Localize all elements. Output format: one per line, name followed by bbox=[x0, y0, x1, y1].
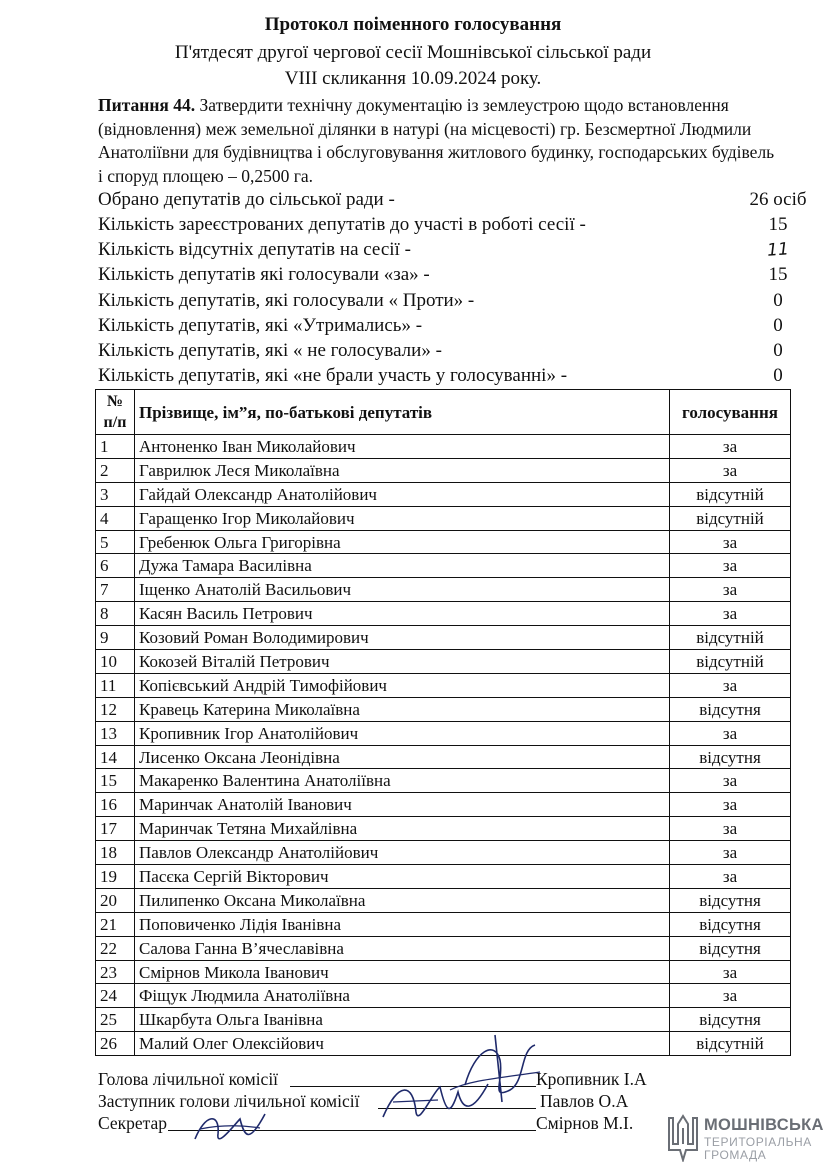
deputy-name: Макаренко Валентина Анатоліївна bbox=[135, 769, 670, 793]
deputy-name: Козовий Роман Володимирович bbox=[135, 626, 670, 650]
vote-result: відсутній bbox=[670, 1032, 791, 1056]
stat-label: Кількість депутатів, які «не брали участь у голосуванні» - bbox=[98, 365, 568, 386]
row-number: 1 bbox=[96, 435, 135, 459]
table-row bbox=[96, 865, 791, 889]
deputy-name: Маринчак Тетяна Михайлівна bbox=[135, 817, 670, 841]
table-body bbox=[96, 435, 791, 1056]
row-number: 8 bbox=[96, 602, 135, 626]
table-row bbox=[96, 530, 791, 554]
table-row bbox=[96, 650, 791, 674]
stat-row bbox=[98, 364, 798, 388]
vote-result: відсутній bbox=[670, 506, 791, 530]
table-row bbox=[96, 912, 791, 936]
vote-result: відсутня bbox=[670, 936, 791, 960]
community-logo bbox=[666, 1114, 824, 1164]
table-row bbox=[96, 435, 791, 459]
table-row bbox=[96, 841, 791, 865]
vote-result: за bbox=[670, 817, 791, 841]
signature-person: Кропивник І.А bbox=[536, 1069, 647, 1089]
row-number: 7 bbox=[96, 578, 135, 602]
signature-role: Заступник голови лічильної комісії bbox=[98, 1091, 360, 1111]
deputy-name: Шкарбута Ольга Іванівна bbox=[135, 1008, 670, 1032]
vote-result: за bbox=[670, 960, 791, 984]
row-number: 5 bbox=[96, 530, 135, 554]
row-number: 23 bbox=[96, 960, 135, 984]
stat-value: 0 bbox=[773, 340, 783, 361]
trident-icon bbox=[666, 1114, 700, 1162]
vote-result: за bbox=[670, 458, 791, 482]
row-number: 24 bbox=[96, 984, 135, 1008]
table-row bbox=[96, 697, 791, 721]
deputy-name: Пилипенко Оксана Миколаївна bbox=[135, 888, 670, 912]
table-row bbox=[96, 458, 791, 482]
table-row bbox=[96, 888, 791, 912]
row-number: 17 bbox=[96, 817, 135, 841]
stat-row bbox=[98, 263, 798, 287]
deputy-name: Дужа Тамара Василівна bbox=[135, 554, 670, 578]
session-subtitle: П'ятдесят другої чергової сесії Мошнівської сільської ради bbox=[174, 42, 652, 63]
vote-result: відсутній bbox=[670, 626, 791, 650]
stat-value: 0 bbox=[773, 290, 783, 311]
table-row bbox=[96, 1008, 791, 1032]
vote-result: за bbox=[670, 984, 791, 1008]
vote-result: відсутня bbox=[670, 697, 791, 721]
convocation-subtitle: VIII скликання 10.09.2024 року. bbox=[284, 68, 542, 89]
row-number: 15 bbox=[96, 769, 135, 793]
stat-row bbox=[98, 213, 798, 237]
deputy-name: Іщенко Анатолій Васильович bbox=[135, 578, 670, 602]
row-number: 10 bbox=[96, 650, 135, 674]
table-row bbox=[96, 745, 791, 769]
table-row bbox=[96, 554, 791, 578]
stat-label: Кількість депутатів, які « не голосували» - bbox=[98, 340, 442, 361]
logo-line-2: ТЕРИТОРІАЛЬНА bbox=[704, 1135, 812, 1149]
vote-result: за bbox=[670, 578, 791, 602]
table-row bbox=[96, 817, 791, 841]
agenda-question bbox=[98, 94, 778, 188]
deputy-name: Кропивник Ігор Анатолійович bbox=[135, 721, 670, 745]
row-number: 19 bbox=[96, 865, 135, 889]
table-header-row bbox=[96, 390, 791, 435]
row-number: 18 bbox=[96, 841, 135, 865]
table-row bbox=[96, 626, 791, 650]
row-number: 13 bbox=[96, 721, 135, 745]
question-text: Затвердити технічну документацію із землеустрою щодо встановлення (відновлення) меж земельної ділянки в натурі (на місцевості) гр. Безсмертної Людмили Анатоліївни для будівництва і обслуговування житлового будинку, господарських будівель і споруд площею – 0,2500 га. bbox=[98, 95, 775, 186]
stat-label: Кількість депутатів, які «Утримались» - bbox=[98, 315, 423, 336]
stat-row bbox=[98, 339, 798, 363]
row-number: 21 bbox=[96, 912, 135, 936]
deputy-name: Касян Василь Петрович bbox=[135, 602, 670, 626]
deputy-name: Фіщук Людмила Анатоліївна bbox=[135, 984, 670, 1008]
row-number: 14 bbox=[96, 745, 135, 769]
deputy-name: Пасєка Сергій Вікторович bbox=[135, 865, 670, 889]
stat-label: Кількість депутатів які голосували «за» - bbox=[98, 264, 430, 285]
signature-role: Секретар bbox=[98, 1113, 168, 1133]
row-number: 25 bbox=[96, 1008, 135, 1032]
stat-value: 0 bbox=[773, 365, 783, 386]
stat-value: 15 bbox=[768, 264, 788, 285]
signature-person: Смірнов М.І. bbox=[536, 1113, 634, 1133]
signature-role: Голова лічильної комісії bbox=[98, 1069, 279, 1089]
deputy-name: Гаращенко Ігор Миколайович bbox=[135, 506, 670, 530]
handwritten-stat-value: 11 bbox=[766, 239, 790, 261]
row-number: 12 bbox=[96, 697, 135, 721]
signature-person: Павлов О.А bbox=[540, 1091, 629, 1111]
vote-result: за bbox=[670, 721, 791, 745]
vote-result: за bbox=[670, 554, 791, 578]
vote-result: за bbox=[670, 769, 791, 793]
name-column-header: Прізвище, ім”я, по-батькові депутатів bbox=[135, 390, 670, 435]
vote-result: відсутня bbox=[670, 745, 791, 769]
row-number: 26 bbox=[96, 1032, 135, 1056]
row-number: 4 bbox=[96, 506, 135, 530]
vote-result: відсутня bbox=[670, 888, 791, 912]
row-number: 3 bbox=[96, 482, 135, 506]
row-number: 16 bbox=[96, 793, 135, 817]
row-number: 11 bbox=[96, 673, 135, 697]
stat-value: 0 bbox=[773, 315, 783, 336]
deputy-name: Копієвський Андрій Тимофійович bbox=[135, 673, 670, 697]
stat-value: 26 осіб bbox=[749, 189, 807, 210]
question-number: Питання 44. bbox=[98, 95, 196, 115]
table-row bbox=[96, 673, 791, 697]
table-row bbox=[96, 936, 791, 960]
deputy-name: Смірнов Микола Іванович bbox=[135, 960, 670, 984]
stat-row bbox=[98, 314, 798, 338]
vote-result: за bbox=[670, 435, 791, 459]
vote-result: за bbox=[670, 673, 791, 697]
logo-line-1: МОШНІВСЬКА bbox=[704, 1116, 824, 1134]
stat-label: Обрано депутатів до сільської ради - bbox=[98, 189, 395, 210]
vote-result: за bbox=[670, 793, 791, 817]
table-row bbox=[96, 506, 791, 530]
document-title: Протокол поіменного голосування bbox=[264, 14, 562, 35]
row-number: 20 bbox=[96, 888, 135, 912]
deputy-name: Гребенюк Ольга Григорівна bbox=[135, 530, 670, 554]
row-number: 9 bbox=[96, 626, 135, 650]
deputy-signature bbox=[378, 1072, 498, 1132]
deputy-name: Лисенко Оксана Леонідівна bbox=[135, 745, 670, 769]
secretary-signature bbox=[190, 1104, 270, 1154]
deputy-name: Кравець Катерина Миколаївна bbox=[135, 697, 670, 721]
roll-call-table bbox=[95, 389, 791, 1056]
table-row bbox=[96, 578, 791, 602]
table-row bbox=[96, 793, 791, 817]
number-column-header: № п/п bbox=[96, 390, 135, 435]
deputy-name: Малий Олег Олексійович bbox=[135, 1032, 670, 1056]
deputy-name: Гаврилюк Леся Миколаївна bbox=[135, 458, 670, 482]
deputy-name: Гайдай Олександр Анатолійович bbox=[135, 482, 670, 506]
vote-result: за bbox=[670, 865, 791, 889]
table-row bbox=[96, 602, 791, 626]
vote-result: відсутній bbox=[670, 482, 791, 506]
vote-result: за bbox=[670, 530, 791, 554]
vote-result: відсутня bbox=[670, 912, 791, 936]
row-number: 6 bbox=[96, 554, 135, 578]
deputy-name: Поповиченко Лідія Іванівна bbox=[135, 912, 670, 936]
stat-row bbox=[98, 238, 798, 262]
stat-row bbox=[98, 289, 798, 313]
deputy-name: Павлов Олександр Анатолійович bbox=[135, 841, 670, 865]
stat-label: Кількість депутатів, які голосували « Проти» - bbox=[98, 290, 475, 311]
deputy-name: Салова Ганна В’ячеславівна bbox=[135, 936, 670, 960]
deputy-name: Маринчак Анатолій Іванович bbox=[135, 793, 670, 817]
table-row bbox=[96, 984, 791, 1008]
vote-result: відсутній bbox=[670, 650, 791, 674]
table-row bbox=[96, 960, 791, 984]
deputy-name: Антоненко Іван Миколайович bbox=[135, 435, 670, 459]
deputy-name: Кокозей Віталій Петрович bbox=[135, 650, 670, 674]
vote-result: за bbox=[670, 841, 791, 865]
table-row bbox=[96, 769, 791, 793]
row-number: 2 bbox=[96, 458, 135, 482]
table-row bbox=[96, 482, 791, 506]
stat-label: Кількість зареєстрованих депутатів до участі в роботі сесії - bbox=[98, 214, 586, 235]
stat-value: 15 bbox=[768, 214, 788, 235]
vote-result: за bbox=[670, 602, 791, 626]
logo-line-3: ГРОМАДА bbox=[704, 1148, 767, 1162]
table-row bbox=[96, 721, 791, 745]
row-number: 22 bbox=[96, 936, 135, 960]
stat-row bbox=[98, 188, 807, 212]
stat-label: Кількість відсутніх депутатів на сесії - bbox=[98, 239, 411, 260]
vote-column-header: голосування bbox=[670, 390, 791, 435]
vote-result: відсутня bbox=[670, 1008, 791, 1032]
